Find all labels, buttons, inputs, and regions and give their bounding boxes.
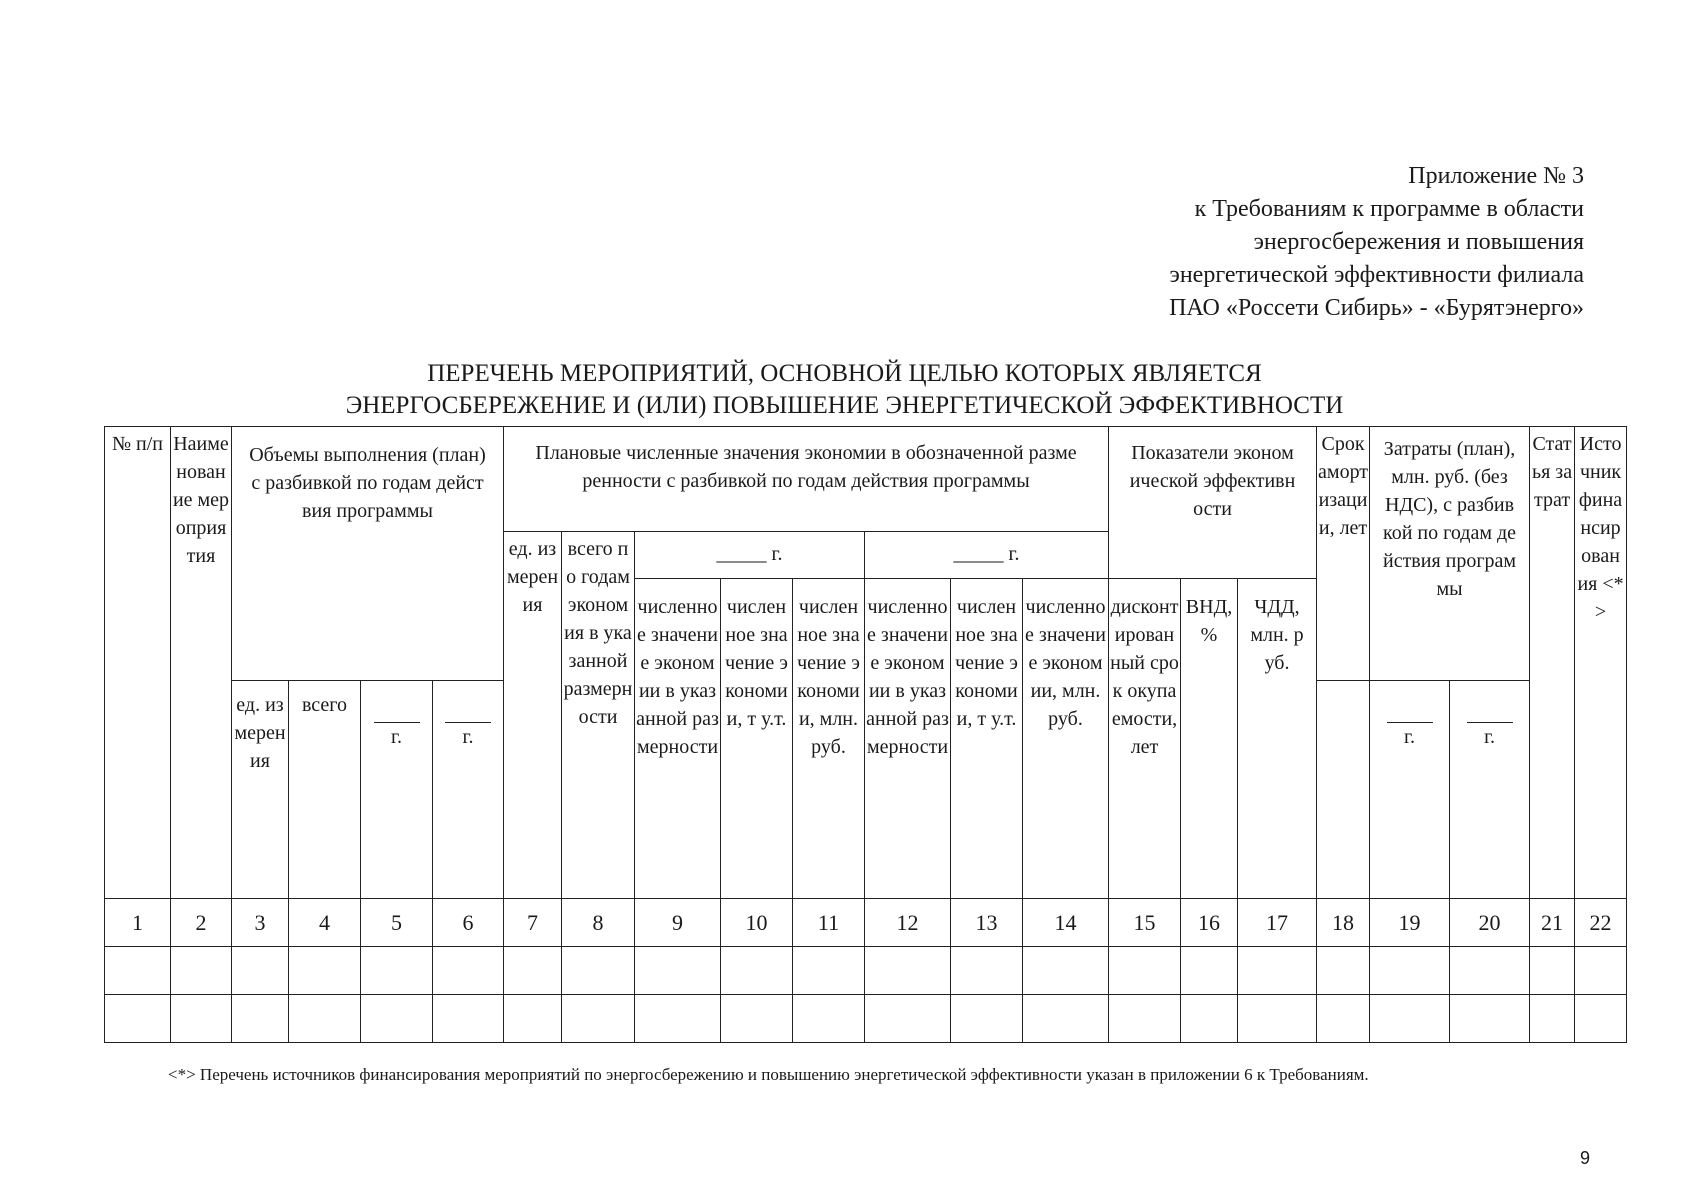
header-volumes: Объемы выполнения (план) с разбивкой по годам действия программы [232, 427, 504, 681]
column-number: 8 [562, 899, 635, 947]
table-cell [1370, 995, 1450, 1043]
header-irr: ВНД, % [1181, 579, 1238, 899]
header-amort-cont [1317, 681, 1370, 899]
table-cell [1450, 995, 1530, 1043]
table-cell [1530, 995, 1575, 1043]
column-number: 9 [635, 899, 721, 947]
table-cell [1181, 947, 1238, 995]
table-cell [721, 947, 793, 995]
table-cell [793, 947, 865, 995]
table-cell [1109, 947, 1181, 995]
table-cell [504, 947, 562, 995]
table-row [105, 995, 1627, 1043]
table-cell [865, 947, 951, 995]
header-cost-year-1 [1370, 681, 1450, 899]
header-npv: ЧДД, млн. руб. [1238, 579, 1317, 899]
table-cell [433, 947, 504, 995]
header-y1-value: численное значение экономии в указанной размерности [635, 579, 721, 899]
table-cell [232, 947, 289, 995]
table-cell [951, 947, 1023, 995]
table-cell [562, 947, 635, 995]
column-number: 17 [1238, 899, 1317, 947]
table-cell [1370, 947, 1450, 995]
year-blank [445, 704, 491, 723]
column-number: 18 [1317, 899, 1370, 947]
table-cell [105, 995, 171, 1043]
header-year-2: _____ г. [865, 532, 1109, 579]
title-line-2: ЭНЕРГОСБЕРЕЖЕНИЕ И (ИЛИ) ПОВЫШЕНИЕ ЭНЕРГЕТИЧЕСКОЙ ЭФФЕКТИВНОСТИ [345, 392, 1344, 419]
year-suffix: г. [391, 726, 402, 748]
table-cell [1317, 995, 1370, 1043]
table-cell [504, 995, 562, 1043]
table-cell [1575, 995, 1627, 1043]
table-cell [1109, 995, 1181, 1043]
column-number: 10 [721, 899, 793, 947]
appendix-caption [1169, 160, 1584, 325]
header-vol-unit: ед. измерения [232, 681, 289, 899]
year-suffix: г. [1484, 726, 1496, 748]
column-number: 22 [1575, 899, 1627, 947]
header-econ-efficiency: Показатели экономической эффективности [1109, 427, 1317, 579]
table-cell [171, 995, 232, 1043]
table-cell [1181, 995, 1238, 1043]
table-cell [1023, 947, 1109, 995]
table-cell [1575, 947, 1627, 995]
header-vol-total: всего [289, 681, 361, 899]
appendix-line: энергетической эффективности филиала [1169, 262, 1584, 288]
table-cell [232, 995, 289, 1043]
table-cell [361, 995, 433, 1043]
table-cell [171, 947, 232, 995]
column-number: 1 [105, 899, 171, 947]
column-number: 5 [361, 899, 433, 947]
page-number: 9 [1579, 1148, 1590, 1168]
table-row [105, 947, 1627, 995]
column-number-row [105, 899, 1627, 947]
table-cell [1530, 947, 1575, 995]
column-number: 2 [171, 899, 232, 947]
table-cell [361, 947, 433, 995]
table-cell [1450, 947, 1530, 995]
table-cell [865, 995, 951, 1043]
header-cost-year-2 [1450, 681, 1530, 899]
column-number: 14 [1023, 899, 1109, 947]
table-cell [1238, 995, 1317, 1043]
table-cell [1023, 995, 1109, 1043]
title-line-1: ПЕРЕЧЕНЬ МЕРОПРИЯТИЙ, ОСНОВНОЙ ЦЕЛЬЮ КОТОРЫХ ЯВЛЯЕТСЯ [427, 360, 1262, 387]
table-cell [562, 995, 635, 1043]
header-year-1: _____ г. [635, 532, 865, 579]
header-cost-item: Статья затрат [1530, 427, 1575, 899]
header-source: Источник финансирования <*> [1575, 427, 1627, 899]
header-payback: дисконтированный срок окупаемости, лет [1109, 579, 1181, 899]
appendix-line: энергосбережения и повышения [1253, 229, 1584, 255]
year-blank [1467, 704, 1513, 723]
header-plan-unit: ед. измерения [504, 532, 562, 899]
column-number: 12 [865, 899, 951, 947]
table-cell [721, 995, 793, 1043]
header-plan-total: всего по годам экономия в указанной размерности [562, 532, 635, 899]
column-number: 21 [1530, 899, 1575, 947]
appendix-line: к Требованиям к программе в области [1194, 196, 1584, 222]
year-suffix: г. [1404, 726, 1415, 748]
footnote: <*> Перечень источников финансирования мероприятий по энергосбережению и повышению энергетической эффективности указан в приложении 6 к Требованиям. [168, 1065, 1369, 1084]
column-number: 19 [1370, 899, 1450, 947]
table-cell [1317, 947, 1370, 995]
table-cell [951, 995, 1023, 1043]
measures-table [104, 426, 1627, 1043]
table-cell [105, 947, 171, 995]
year-blank [1387, 704, 1433, 723]
year-suffix: г. [462, 726, 474, 748]
table-cell [289, 947, 361, 995]
header-amortization: Срок амортизации, лет [1317, 427, 1370, 681]
appendix-line: Приложение № 3 [1408, 163, 1584, 189]
header-planned-savings: Плановые численные значения экономии в обозначенной размеренности с разбивкой по годам действия программы [504, 427, 1109, 532]
table-cell [289, 995, 361, 1043]
header-vol-year-1 [361, 681, 433, 899]
column-number: 4 [289, 899, 361, 947]
table-cell [635, 995, 721, 1043]
column-number: 3 [232, 899, 289, 947]
header-y2-rub: численное значение экономии, млн. руб. [1023, 579, 1109, 899]
header-costs: Затраты (план), млн. руб. (без НДС), с разбивкой по годам действия программы [1370, 427, 1530, 681]
table-cell [635, 947, 721, 995]
header-name: Наименование мероприятия [171, 427, 232, 899]
header-y1-rub: численное значение экономии, млн. руб. [793, 579, 865, 899]
column-number: 11 [793, 899, 865, 947]
column-number: 20 [1450, 899, 1530, 947]
header-num: № п/п [105, 427, 171, 899]
year-blank [374, 704, 420, 723]
header-vol-year-2 [433, 681, 504, 899]
header-y2-value: численное значение экономии в указанной размерности [865, 579, 951, 899]
column-number: 16 [1181, 899, 1238, 947]
table-cell [433, 995, 504, 1043]
header-y2-tut: численное значение экономии, т у.т. [951, 579, 1023, 899]
column-number: 15 [1109, 899, 1181, 947]
column-number: 13 [951, 899, 1023, 947]
table-cell [793, 995, 865, 1043]
appendix-line: ПАО «Россети Сибирь» - «Бурятэнерго» [1169, 295, 1584, 321]
header-y1-tut: численное значение экономии, т у.т. [721, 579, 793, 899]
document-title [282, 358, 1407, 422]
table-cell [1238, 947, 1317, 995]
column-number: 7 [504, 899, 562, 947]
column-number: 6 [433, 899, 504, 947]
